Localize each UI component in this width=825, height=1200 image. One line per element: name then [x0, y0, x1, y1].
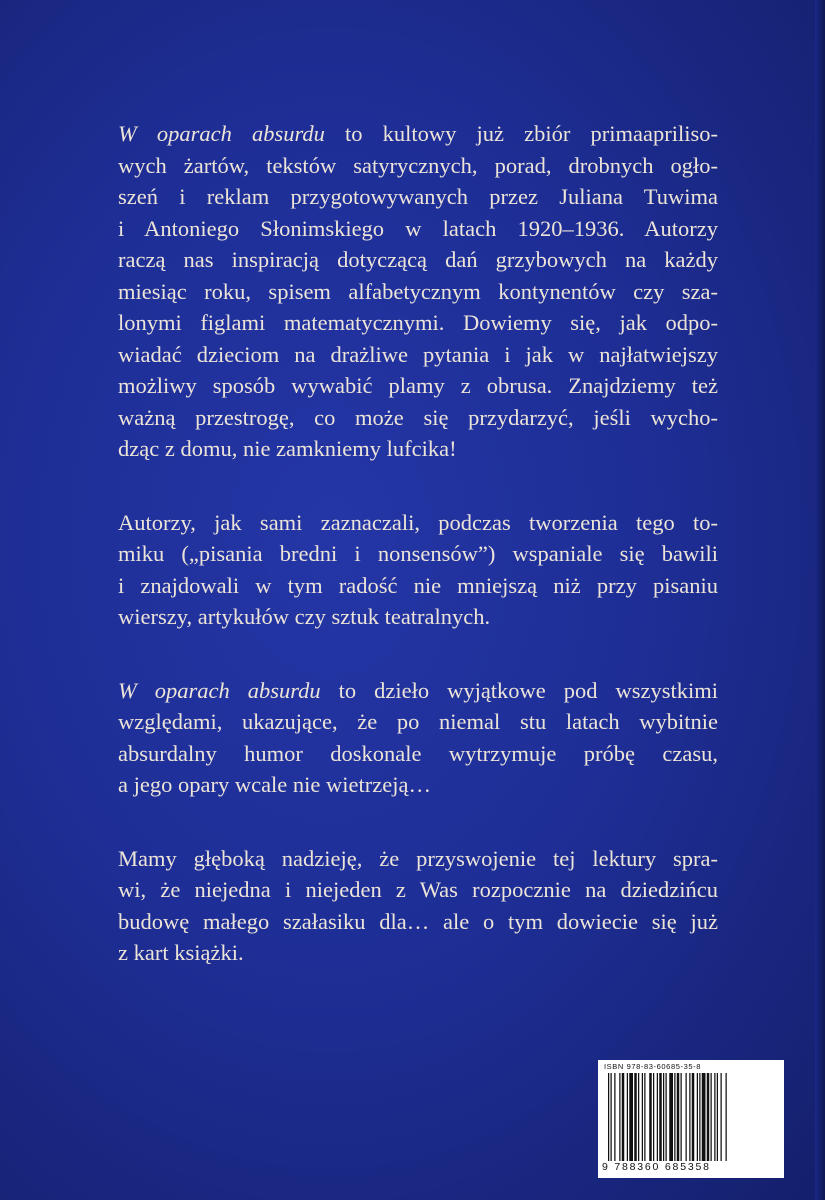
barcode-bar [689, 1073, 690, 1161]
barcode-bar [663, 1073, 664, 1161]
barcode-bar [714, 1073, 715, 1161]
text-line: Mamy głęboką nadzieję, że przyswojenie tej lektury spra- [118, 845, 718, 871]
text-line [118, 675, 718, 707]
text-line: z kart książki. [118, 940, 244, 965]
barcode-bar [677, 1073, 680, 1161]
text-line: miku („pisania bredni i nonsensów”) wspaniale się bawili [118, 541, 718, 566]
blurb-paragraph-4 [118, 843, 718, 969]
text-line: względami, ukazujące, że po niemal stu latach wybitnie [118, 709, 718, 734]
book-title-italic: W oparach absurdu [118, 121, 325, 146]
barcode-bar [726, 1073, 727, 1161]
barcode-bar [653, 1073, 654, 1161]
barcode-bar [608, 1073, 609, 1161]
barcode-bar [622, 1073, 625, 1161]
text-line: lonymi figlami matematycznymi. Dowiemy się, jak odpo- [118, 310, 718, 335]
text-line: Autorzy, jak sami zaznaczali, podczas tworzenia tego to- [118, 509, 718, 535]
barcode-bar [666, 1073, 667, 1161]
barcode-digits: 9 788360 685358 [602, 1161, 711, 1173]
text-line: możliwy sposób wywabić plamy z obrusa. Znajdziemy też [118, 373, 718, 398]
barcode-bar [657, 1073, 658, 1161]
barcode-bar [692, 1073, 695, 1161]
text-fragment: to kultowy już zbiór primaapriliso- [324, 121, 718, 146]
text-fragment: to dzieło wyjątkowe pod wszystkimi [320, 677, 719, 703]
text-line: ważną przestrogę, co może się przydarzyć, jeśli wycho- [118, 404, 718, 430]
barcode-bar [681, 1073, 682, 1161]
cover-edge [815, 0, 825, 1200]
barcode-bar [649, 1073, 652, 1161]
barcode-bar [627, 1073, 628, 1161]
text-line: absurdalny humor doskonale wytrzymuje próbę czasu, [118, 740, 718, 766]
barcode-bar [721, 1073, 722, 1161]
barcode-bar [699, 1073, 700, 1161]
book-title-italic: W oparach absurdu [118, 677, 321, 703]
barcode-bar [717, 1073, 718, 1161]
text-line: miesiąc roku, spisem alfabetycznym kontynentów czy sza- [118, 278, 718, 304]
text-line: wierszy, artykułów czy sztuk teatralnych. [118, 604, 491, 629]
barcode-bar [642, 1073, 643, 1161]
barcode-bar [674, 1073, 675, 1161]
blurb-paragraph-1 [118, 118, 718, 465]
text-line: wych żartów, tekstów satyrycznych, porad, drobnych ogło- [118, 152, 718, 178]
barcode-bar [611, 1073, 612, 1161]
barcode-bar [638, 1073, 639, 1161]
text-line: i Antoniego Słonimskiego w latach 1920–1936. Autorzy [118, 215, 718, 241]
barcode-bar [629, 1073, 633, 1161]
text-line: wi, że niejedna i niejeden z Was rozpocznie na dziedzińcu [118, 877, 718, 902]
barcode-bar [619, 1073, 620, 1161]
text-line: i znajdowali w tym radość nie mniejszą niż przy pisaniu [118, 572, 718, 598]
text-line: szeń i reklam przygotowywanych przez Juliana Tuwima [118, 184, 718, 209]
text-line: budowę małego szałasiku dla… ale o tym dowiecie się już [118, 908, 718, 934]
text-line [118, 118, 718, 150]
barcode-bars [608, 1073, 774, 1161]
barcode-bar [659, 1073, 662, 1161]
barcode-bar [711, 1073, 712, 1161]
text-line: raczą nas inspiracją dotyczącą dań grzybowych na każdy [118, 247, 718, 272]
text-line: wiadać dzieciom na drażliwe pytania i jak w najłatwiejszy [118, 341, 718, 367]
blurb-paragraph-2 [118, 507, 718, 633]
text-line: dząc z domu, nie zamkniemy lufcika! [118, 436, 457, 461]
barcode-bar [614, 1073, 615, 1161]
barcode-bar [697, 1073, 698, 1161]
blurb-text [118, 118, 718, 1011]
isbn-barcode [598, 1060, 784, 1178]
barcode-bar [707, 1073, 710, 1161]
blurb-paragraph-3 [118, 675, 718, 801]
barcode-bar [634, 1073, 637, 1161]
barcode-bar [702, 1073, 706, 1161]
barcode-bar [686, 1073, 687, 1161]
barcode-bar [644, 1073, 645, 1161]
text-line: a jego opary wcale nie wietrzeją… [118, 772, 431, 797]
isbn-label: ISBN 978-83-60685-35-8 [604, 1062, 702, 1071]
barcode-bar [669, 1073, 673, 1161]
